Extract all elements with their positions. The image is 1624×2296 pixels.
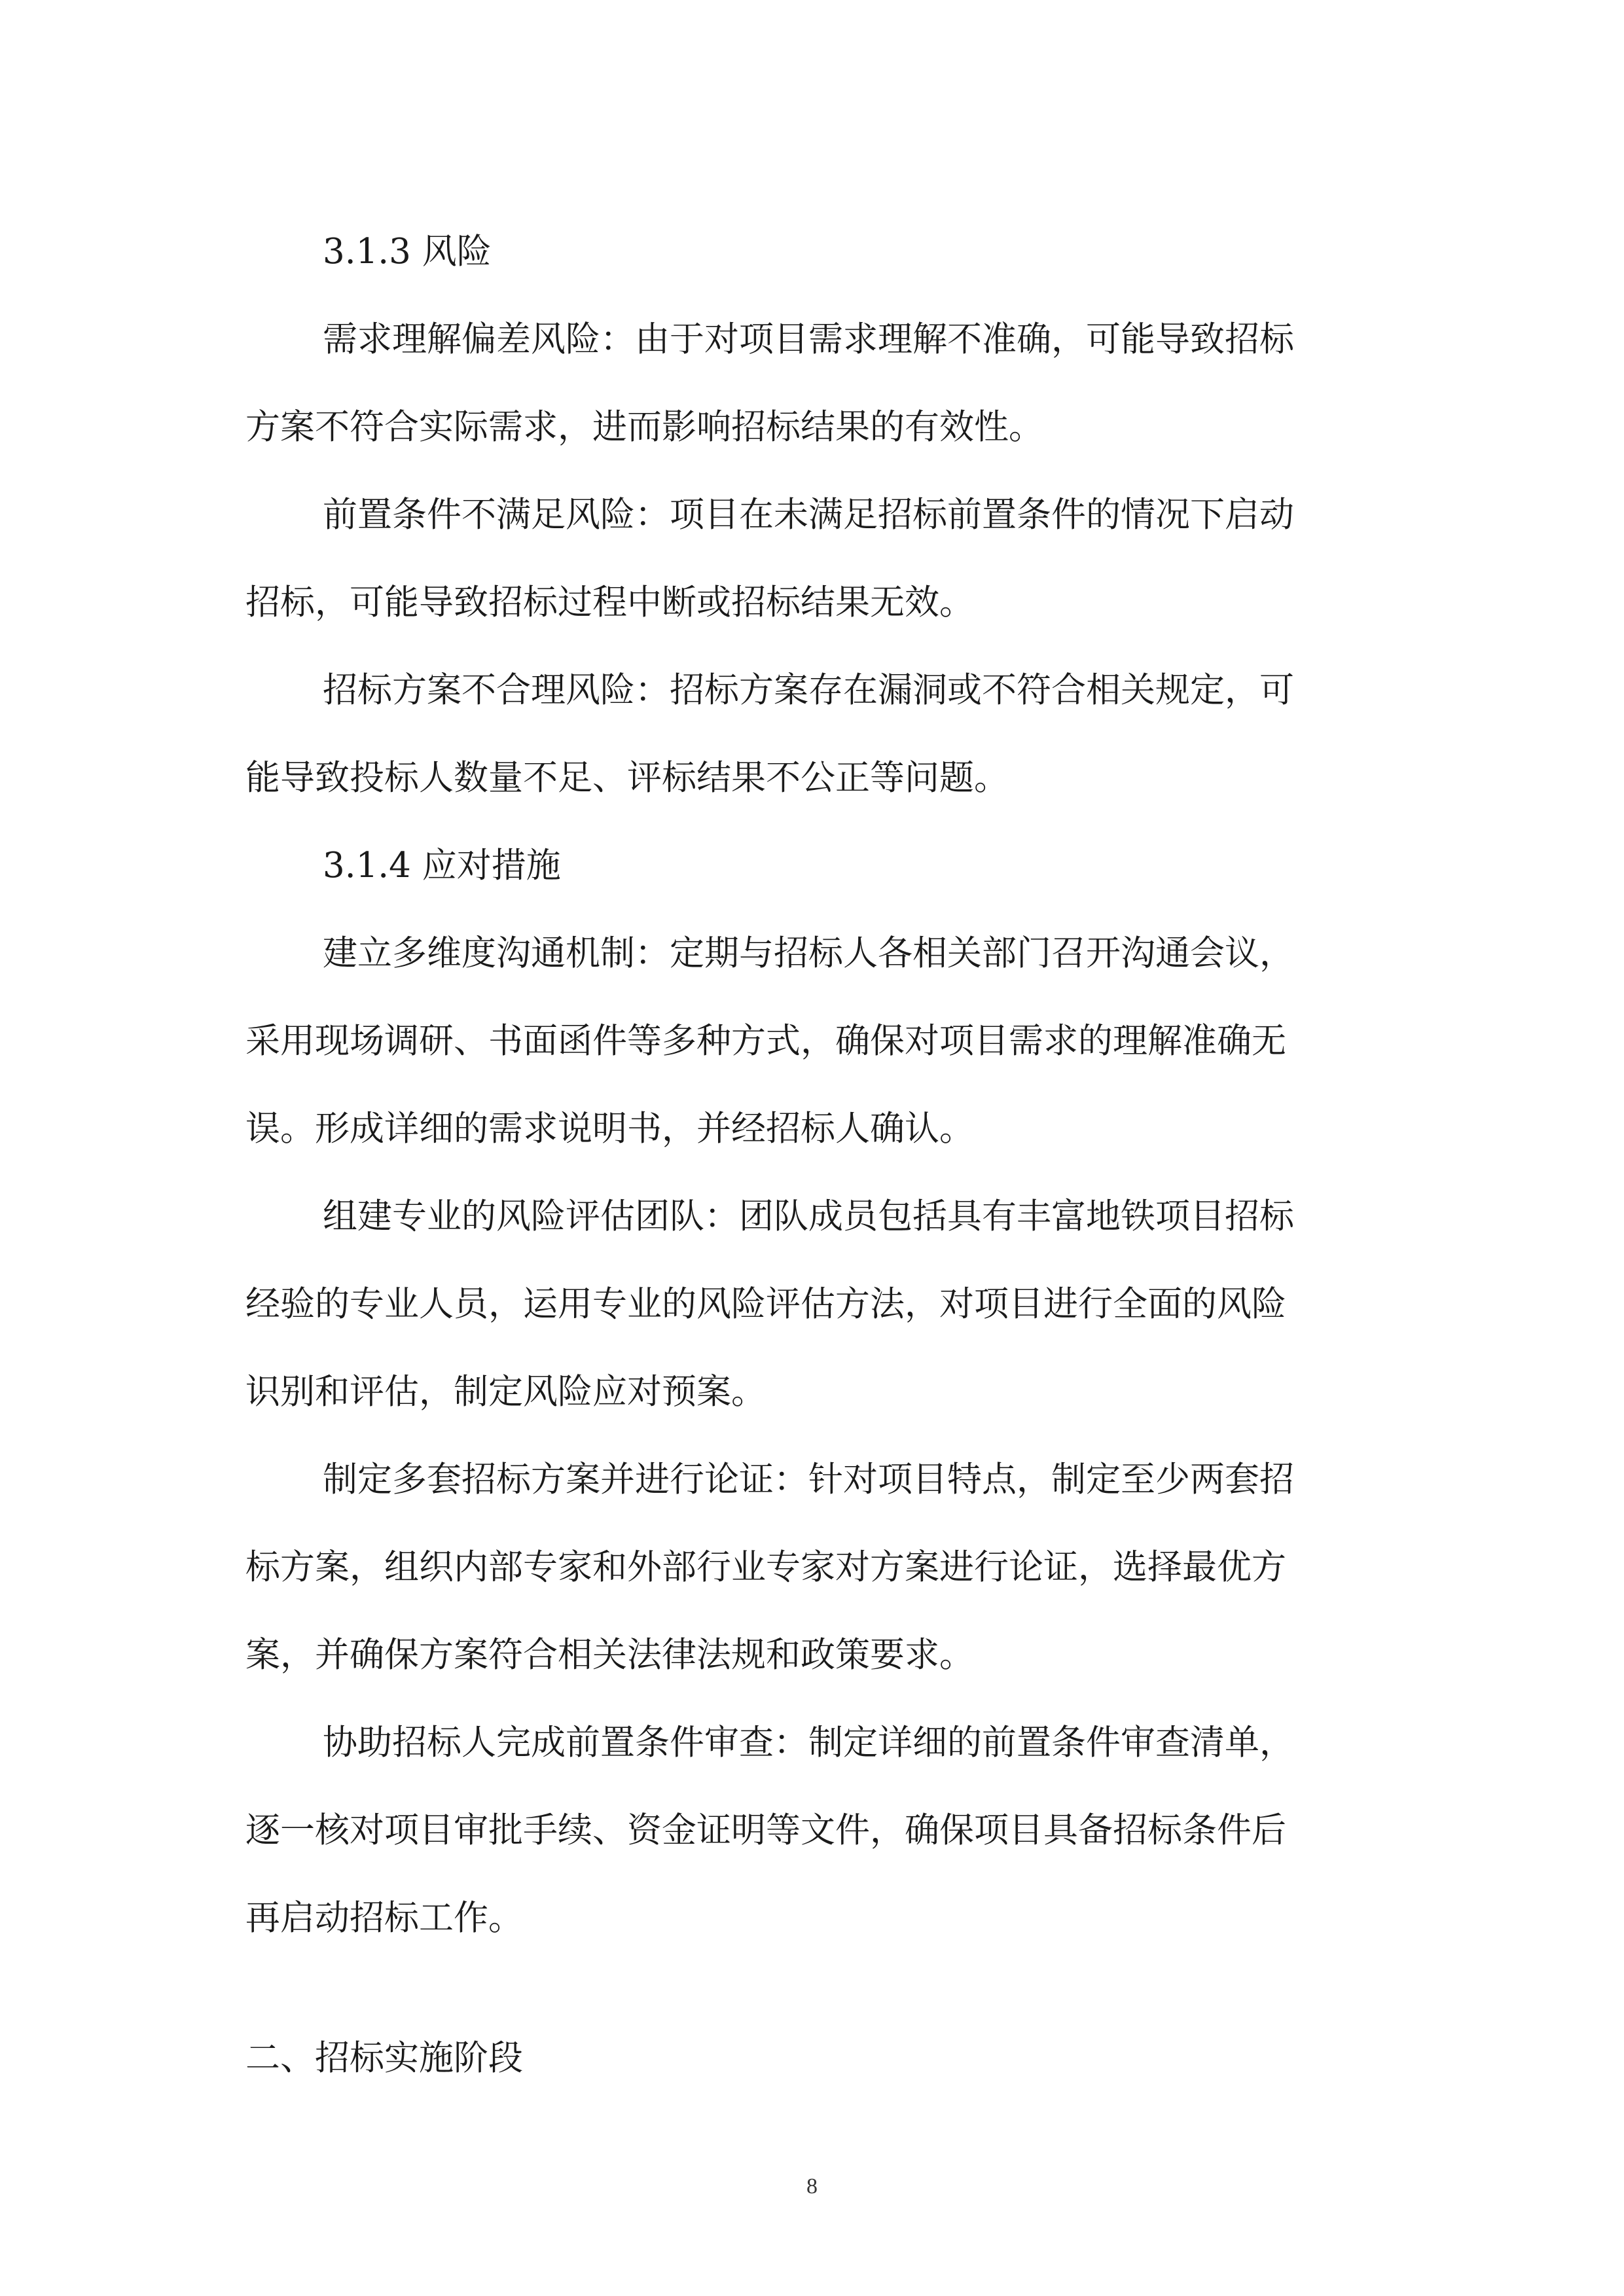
paragraph-line: 需求理解偏差风险：由于对项目需求理解不准确，可能导致招标 [323,319,1294,359]
section-spacer [245,1962,1384,2015]
paragraph-line: 逐一核对项目审批手续、资金证明等文件，确保项目具备招标条件后 [245,1810,1286,1850]
paragraph-measure-precondition-review [245,1699,1384,1962]
paragraph-line: 招标，可能导致招标过程中断或招标结果无效。 [245,583,974,622]
paragraph-line: 经验的专业人员，运用专业的风险评估方法，对项目进行全面的风险 [245,1284,1286,1324]
paragraph-line: 能导致投标人数量不足、评标结果不公正等问题。 [245,758,1009,798]
paragraph-line: 标方案，组织内部专家和外部行业专家对方案进行论证，选择最优方 [245,1547,1286,1587]
paragraph-risk-preconditions [245,471,1384,647]
paragraph-line: 案，并确保方案符合相关法律法规和政策要求。 [245,1635,974,1675]
paragraph-line: 制定多套招标方案并进行论证：针对项目特点，制定至少两套招 [323,1460,1294,1499]
paragraph-measure-multiple-plans [245,1436,1384,1699]
paragraph-line: 方案不符合实际需求，进而影响招标结果的有效性。 [245,407,1043,447]
paragraph-line: 协助招标人完成前置条件审查：制定详细的前置条件审查清单， [323,1723,1294,1763]
paragraph-risk-plan [245,647,1384,822]
section-heading-3-1-3: 3.1.3 风险 [323,232,492,272]
paragraph-measure-risk-team [245,1173,1384,1436]
paragraph-line: 组建专业的风险评估团队：团队成员包括具有丰富地铁项目招标 [323,1196,1294,1236]
section-heading-3-1-4: 3.1.4 应对措施 [323,846,561,886]
page-number: 8 [806,2174,818,2198]
paragraph-line: 前置条件不满足风险：项目在未满足招标前置条件的情况下启动 [323,495,1294,535]
paragraph-line: 建立多维度沟通机制：定期与招标人各相关部门召开沟通会议， [323,933,1294,973]
paragraph-risk-requirements [245,296,1384,471]
paragraph-line: 误。形成详细的需求说明书，并经招标人确认。 [245,1109,974,1149]
paragraph-line: 招标方案不合理风险：招标方案存在漏洞或不符合相关规定，可 [323,670,1294,710]
paragraph-line: 采用现场调研、书面函件等多种方式，确保对项目需求的理解准确无 [245,1021,1286,1061]
paragraph-measure-communication [245,910,1384,1173]
chapter-heading: 二、招标实施阶段 [245,2038,523,2078]
paragraph-line: 识别和评估，制定风险应对预案。 [245,1372,766,1412]
paragraph-line: 再启动招标工作。 [245,1898,523,1938]
page-content [245,208,1384,2102]
